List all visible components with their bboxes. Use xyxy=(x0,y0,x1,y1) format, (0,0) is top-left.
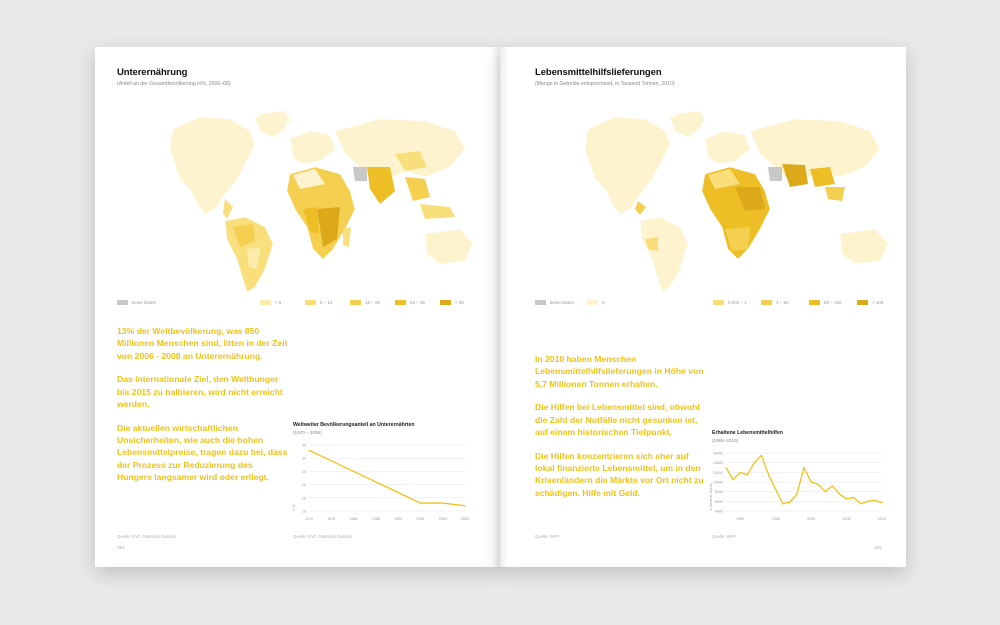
body-text xyxy=(117,325,289,495)
data-point xyxy=(839,493,840,494)
legend-label: keine Daten xyxy=(550,299,575,305)
legend-label: 5 – 15 xyxy=(320,299,333,305)
x-tick-label: 1990 xyxy=(736,517,745,521)
y-tick-label: 25 xyxy=(302,469,306,474)
data-point xyxy=(775,489,776,490)
x-tick-label: 2000 xyxy=(807,517,816,521)
data-point xyxy=(810,481,811,482)
chart-subtitle: (1970 – 2005) xyxy=(293,430,322,435)
data-point xyxy=(782,503,783,504)
x-tick-label: 1995 xyxy=(771,517,780,521)
y-tick-label: 30 xyxy=(302,456,306,461)
data-point xyxy=(796,493,797,494)
y-tick-label: 35 xyxy=(302,443,306,448)
legend-swatch xyxy=(440,300,451,305)
legend-item xyxy=(305,299,333,305)
paragraph: Das internationale Ziel, den Welthunger bis 2015 zu halbieren, wird nicht erreicht werden. xyxy=(117,374,283,409)
chart-title: Erhaltene Lebensmittelhilfen xyxy=(712,430,783,436)
y-axis-label: in % xyxy=(292,504,296,511)
chart-subtitle: (1988–2010) xyxy=(712,438,739,443)
legend-label: 1 – 50 xyxy=(776,299,789,305)
line-chart-food-aid xyxy=(708,449,888,523)
data-point xyxy=(846,498,847,499)
legend-swatch xyxy=(117,300,128,305)
legend-swatch xyxy=(350,300,361,305)
data-point xyxy=(308,450,309,451)
legend-label: 25 – 35 xyxy=(410,299,426,305)
y-tick-label: 12000 xyxy=(713,470,723,475)
right-page xyxy=(500,47,906,567)
legend-swatch xyxy=(395,300,406,305)
y-tick-label: 15 xyxy=(302,496,306,501)
legend-item xyxy=(350,299,380,305)
data-point xyxy=(754,462,755,463)
legend-item xyxy=(260,299,281,305)
legend-zero xyxy=(587,299,605,305)
data-point xyxy=(803,467,804,468)
data-point xyxy=(732,479,733,480)
y-tick-label: 20 xyxy=(302,483,306,488)
x-tick-label: 2005 xyxy=(461,517,469,521)
book-gutter xyxy=(492,47,508,567)
legend-item xyxy=(761,299,789,305)
chart-source: Quelle: WFP xyxy=(712,534,737,539)
data-point xyxy=(860,503,861,504)
legend-item xyxy=(395,299,425,305)
y-tick-label: 8000 xyxy=(715,490,723,495)
x-tick-label: 1980 xyxy=(349,517,358,521)
paragraph: 13% der Weltbevölkerung, was 850 Millionen Menschen sind, litten in der Zeit von 2006 - 2008 an Unterernährung. xyxy=(117,326,288,361)
y-tick-label: 10000 xyxy=(713,480,723,485)
data-point xyxy=(420,502,421,503)
data-point xyxy=(853,497,854,498)
legend-item xyxy=(809,299,842,305)
y-tick-label: 10 xyxy=(302,509,306,514)
body-text xyxy=(535,353,707,510)
y-axis-label: in Tausend Tonnen xyxy=(709,482,713,511)
x-tick-label: 1975 xyxy=(327,517,336,521)
data-point xyxy=(825,491,826,492)
legend-swatch xyxy=(809,300,820,305)
x-tick-label: 1985 xyxy=(371,517,380,521)
page-subtitle: (Anteil an der Gesamtbevölkerung in%, 2006–08) xyxy=(117,81,231,87)
page-source: Quelle: WFP xyxy=(535,534,560,539)
y-tick-label: 6000 xyxy=(715,499,723,504)
page-title: Unterernährung xyxy=(117,67,188,78)
page-title: Lebensmittelhilfslieferungen xyxy=(535,67,662,78)
legend-no-data xyxy=(535,299,574,305)
paragraph: Die aktuellen wirtschaftlichen Unsicherheiten, wie auch die hohen Lebensmittelpreise, tragen dazu bei, dass der Prozess zur Reduzierung des Hungers langsamer wird oder erliegt. xyxy=(117,422,288,482)
legend-label: > 100 xyxy=(872,299,884,305)
data-point xyxy=(761,455,762,456)
legend-swatch xyxy=(260,300,271,305)
data-point xyxy=(832,485,833,486)
data-point xyxy=(375,481,376,482)
x-tick-label: 1970 xyxy=(305,517,313,521)
data-point xyxy=(747,474,748,475)
legend-label: 0,001 – 1 xyxy=(728,299,747,305)
legend-item xyxy=(440,299,464,305)
data-point xyxy=(874,500,875,501)
data-point xyxy=(768,474,769,475)
world-map-undernourishment xyxy=(105,109,490,294)
y-tick-label: 16000 xyxy=(713,451,723,456)
legend-label: 15 – 25 xyxy=(365,299,381,305)
paragraph: Die Hilfen konzentrieren sich eher auf lokal finanzierte Lebensmittel, um in den Krisenländern die Märkte vor Ort nicht zu schädigen. Hilfe mit Geld. xyxy=(535,450,704,498)
legend-item xyxy=(857,299,883,305)
data-point xyxy=(353,471,354,472)
x-tick-label: 2005 xyxy=(842,517,851,521)
data-point xyxy=(867,501,868,502)
data-point xyxy=(881,502,882,503)
legend-label: keine Daten xyxy=(132,299,157,305)
legend-swatch xyxy=(305,300,316,305)
legend-no-data xyxy=(117,299,156,305)
legend-label: 50 – 150 xyxy=(824,299,842,305)
legend-swatch xyxy=(535,300,546,305)
legend-swatch xyxy=(857,300,868,305)
page-subtitle: (Menge in Getreide entsprechend, in Tausend Tonnen, 2010) xyxy=(535,81,675,87)
page-number: 265 xyxy=(874,545,882,550)
legend-label: < 5 xyxy=(275,299,282,305)
data-point xyxy=(331,460,332,461)
legend-swatch xyxy=(587,300,598,305)
legend-label: 0 xyxy=(602,299,605,305)
y-tick-label: 14000 xyxy=(713,461,723,466)
data-point xyxy=(818,484,819,485)
series-line xyxy=(309,450,465,505)
chart-source: Quelle: FAO, Statistics Division xyxy=(293,534,353,539)
legend-item xyxy=(713,299,747,305)
paragraph: Die Hilfen bei Lebensmittel sind, obwohl die Zahl der Notfälle nicht gesunken ist, auf einem historischen Tiefpunkt. xyxy=(535,402,700,437)
line-chart-undernourishment xyxy=(291,441,471,523)
page-source: Quelle: FAO, Statistics Division xyxy=(117,534,177,539)
data-point xyxy=(442,502,443,503)
page-number: 264 xyxy=(117,545,125,550)
data-point xyxy=(398,492,399,493)
legend-swatch xyxy=(713,300,724,305)
data-point xyxy=(789,502,790,503)
x-tick-label: 2000 xyxy=(438,517,447,521)
data-point xyxy=(740,472,741,473)
data-point xyxy=(464,505,465,506)
paragraph: In 2010 haben Menschen Lebensmittelhilfslieferungen in Höhe von 5,7 Millionen Tonnen erhalten. xyxy=(535,354,704,389)
y-tick-label: 4000 xyxy=(715,509,723,514)
chart-title: Weltweiter Bevölkerungsanteil an Unterernährten xyxy=(293,422,415,428)
world-map-food-aid xyxy=(520,109,905,294)
legend-label: > 35 xyxy=(455,299,464,305)
x-tick-label: 1995 xyxy=(416,517,425,521)
legend-swatch xyxy=(761,300,772,305)
left-page xyxy=(95,47,500,567)
x-tick-label: 2010 xyxy=(878,517,886,521)
data-point xyxy=(725,467,726,468)
x-tick-label: 1990 xyxy=(394,517,403,521)
